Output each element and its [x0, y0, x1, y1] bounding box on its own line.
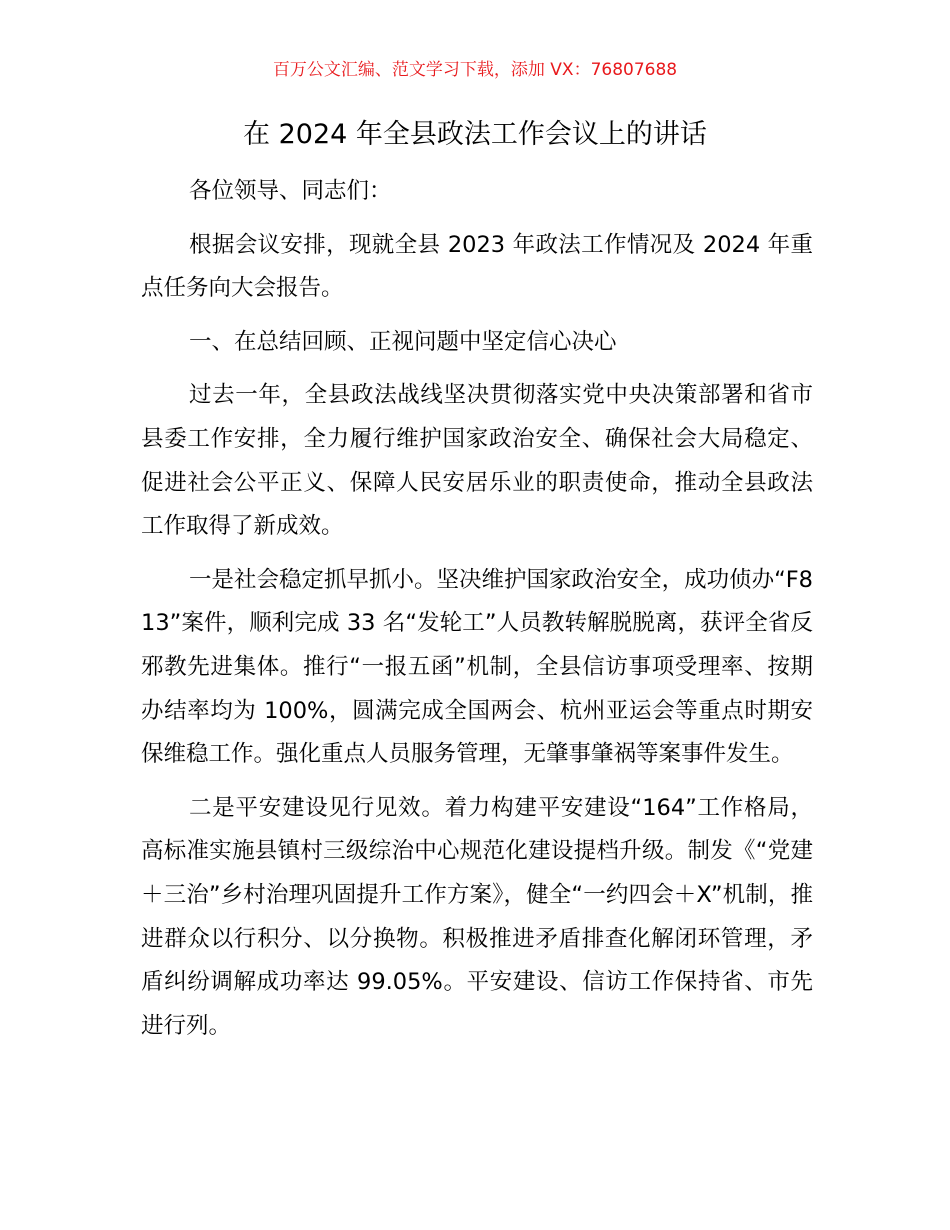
salutation: 各位领导、同志们：	[189, 178, 392, 204]
paragraph-stability: 一是社会稳定抓早抓小。坚决维护国家政治安全，成功侦办“F813”案件，顺利完成 33 名“发轮工”人员教转解脱脱离，获评全省反邪教先进集体。推行“一报五函”机制，全县信访事项受理率、按期办结率均为 100%，圆满完成全国两会、杭州亚运会等重点时期安保维稳工作。强化重点人员服务管理，无肇事肇祸等案事件发生。	[141, 566, 813, 768]
paragraph-intro: 根据会议安排，现就全县 2023 年政法工作情况及 2024 年重点任务向大会报告。	[141, 231, 813, 302]
paragraph-safety: 二是平安建设见行见效。着力构建平安建设“164”工作格局，高标准实施县镇村三级综治中心规范化建设提档升级。制发《“党建＋三治”乡村治理巩固提升工作方案》，健全“一约四会＋X”机制，推进群众以行积分、以分换物。积极推进矛盾排查化解闭环管理，矛盾纠纷调解成功率达 99.05%。平安建设、信访工作保持省、市先进行列。	[141, 794, 813, 1039]
paragraph-review: 过去一年，全县政法战线坚决贯彻落实党中央决策部署和省市县委工作安排，全力履行维护国家政治安全、确保社会大局稳定、促进社会公平正义、保障人民安居乐业的职责使命，推动全县政法工作取得了新成效。	[141, 382, 813, 540]
promo-header: 百万公文汇编、范文学习下载，添加 VX：76807688	[272, 60, 678, 80]
document-title: 在 2024 年全县政法工作会议上的讲话	[243, 119, 707, 150]
document-body	[141, 170, 813, 1058]
section-heading: 一、在总结回顾、正视问题中坚定信心决心	[189, 328, 617, 355]
